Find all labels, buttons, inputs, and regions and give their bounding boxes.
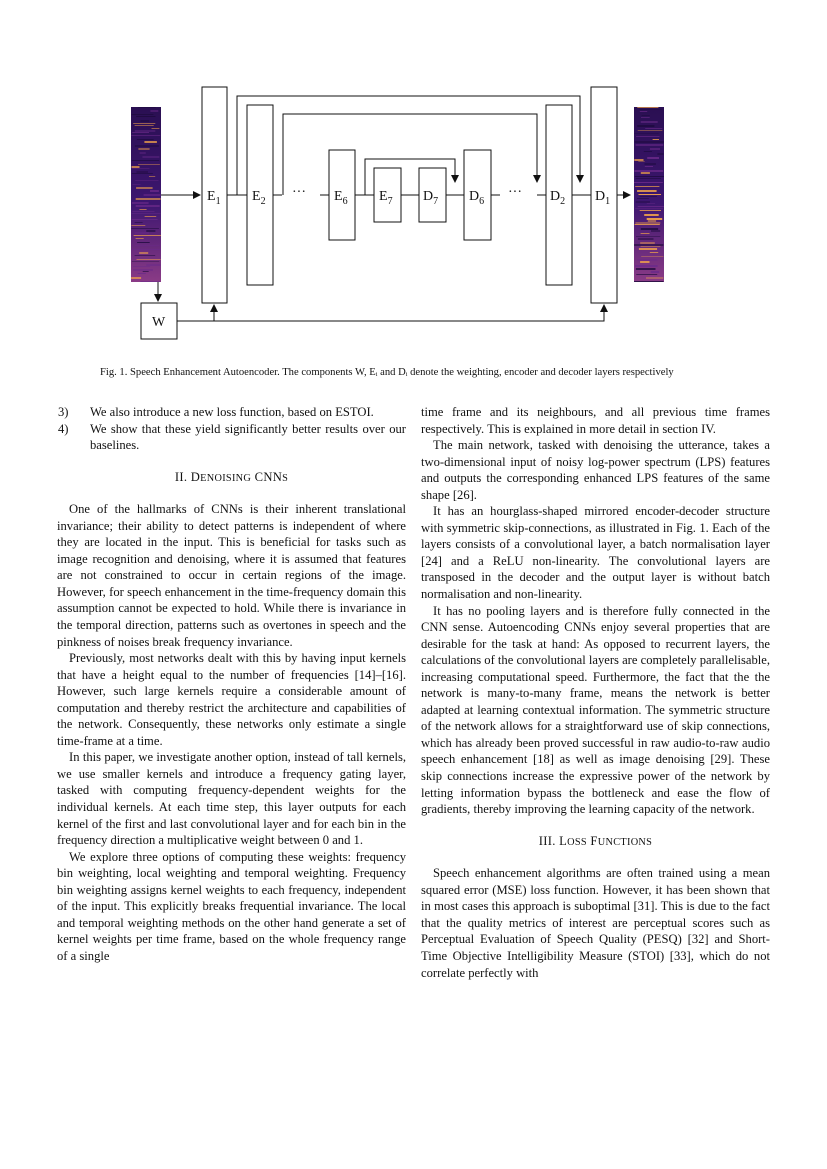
label-e1: $E_1$ [207, 189, 221, 207]
paragraph: Previously, most networks dealt with this by having input kernels that have a height equal to the number of frequencies [14]–[16]. However, such large kernels require a considerable amount of computation and thereby restrict the architecture and capabilities of the network. Consequently, these networks only estimate a single time-frame at a time. [57, 651, 406, 748]
ellipsis-decoder: ··· [508, 185, 522, 200]
paragraph: It has an hourglass-shaped mirrored encoder-decoder structure with symmetric skip-connections, as illustrated in Fig. 1. Each of the layers consists of a convolutional layer, a batch normalisation layer [24] and a ReLU non-linearity. The convolutional layers are transposed in the decoder and the output layer is without batch normalisation and non-linearity. [421, 504, 770, 602]
right-column [421, 404, 770, 981]
autoencoder-figure [0, 0, 827, 360]
paragraph: Speech enhancement algorithms are often trained using a mean squared error (MSE) loss function. However, it has been shown that in most cases this approach is suboptimal [31]. This is due to the fact that the quality metrics of interest are perceptual scores such as Perceptual Evaluation of Speech Quality (PESQ) [32] and Short-Time Objective Intelligibility Measure (STOI) [33], which do not correlate perfectly with [421, 866, 770, 980]
label-d7: $D_7$ [423, 189, 439, 207]
label-d2: $D_2$ [550, 189, 566, 207]
figure-caption: Fig. 1. Speech Enhancement Autoencoder. The components W, Eᵢ and Dᵢ denote the weighting, encoder and decoder layers respectively [100, 367, 674, 378]
label-e7: $E_7$ [379, 189, 393, 207]
paragraph: time frame and its neighbours, and all previous time frames respectively. This is explained in more detail in section IV. [421, 405, 770, 436]
paragraph: The main network, tasked with denoising the utterance, takes a two-dimensional input of noisy log-power spectrum (LPS) features and outputs the corresponding enhanced LPS features of the same shape [26]. [421, 438, 770, 502]
label-w: W [152, 315, 166, 330]
skip-e2-d2 [283, 114, 537, 195]
list-item: 3) We also introduce a new loss function, based on ESTOI. [58, 405, 374, 419]
paragraph: It has no pooling layers and is therefore fully connected in the CNN sense. Autoencoding CNNs enjoy several properties that are desirable for the task at hand: As opposed to recurrent layers, the calculations of the convolutional layers are completely parallelisable, increasing computational speed. Furthermore, the fact that the the network is many-to-many frame, means the network is better adapted at learning contextual information. The symmetric structure of the network allows for a straightforward use of skip connections, which has already been proved successful in raw audio-to-raw audio speech enhancement [18] as well as image denoising [29]. These skip connections increase the expressive power of the network by letting information bypass the bottleneck and ease the flow of gradients, thereby improving the learning capacity of the network. [421, 603, 770, 817]
label-e2: $E_2$ [252, 189, 266, 207]
paragraph: We explore three options of computing these weights: frequency bin weighting, local weighting and temporal weighting. Frequency bin weighting assigns kernel weights to each frequency, independent of the input. This explicitly breaks frequential invariance. The local and temporal weighting methods on the other hand generate a set of kernel weights per time frame, based on the whole frequency range of a single [57, 849, 406, 963]
section-heading-denoising-cnns: II. DENOISING CNNS [174, 469, 289, 484]
output-spectrogram [634, 107, 664, 282]
left-column [57, 404, 406, 965]
label-d6: $D_6$ [469, 189, 485, 207]
section-heading-loss-functions: III. LOSS FUNCTIONS [538, 833, 653, 848]
paragraph: In this paper, we investigate another option, instead of tall kernels, we use smaller kernels and introduce a frequency gating layer, tasked with computing frequency-dependent weights for the individual kernels. At each time step, this layer outputs for each kernel of the first and last convolutional layer and for each bin in the frequency direction a multiplicative weight between 0 and 1. [57, 750, 406, 848]
list-item: 4) We show that these yield significantly better results over our baselines. [58, 421, 406, 453]
ellipsis-encoder: ··· [292, 185, 306, 200]
skip-e1-d1 [237, 96, 580, 195]
label-d1: $D_1$ [595, 189, 611, 207]
label-e6: $E_6$ [334, 189, 348, 207]
input-spectrogram [131, 107, 161, 282]
paragraph: One of the hallmarks of CNNs is their inherent translational invariance; their ability to detect patterns is independent of where they are located in the input. This is beneficial for tasks such as image recognition and denoising, where it is assumed that features are not constrained to occur in certain regions of the image. However, for speech enhancement in the time-frequency domain this assumption cannot be expected to hold. While there is invariance in the temporal direction, patterns such as overtones in speech and the pinkness of noises break frequency invariance. [57, 502, 406, 649]
